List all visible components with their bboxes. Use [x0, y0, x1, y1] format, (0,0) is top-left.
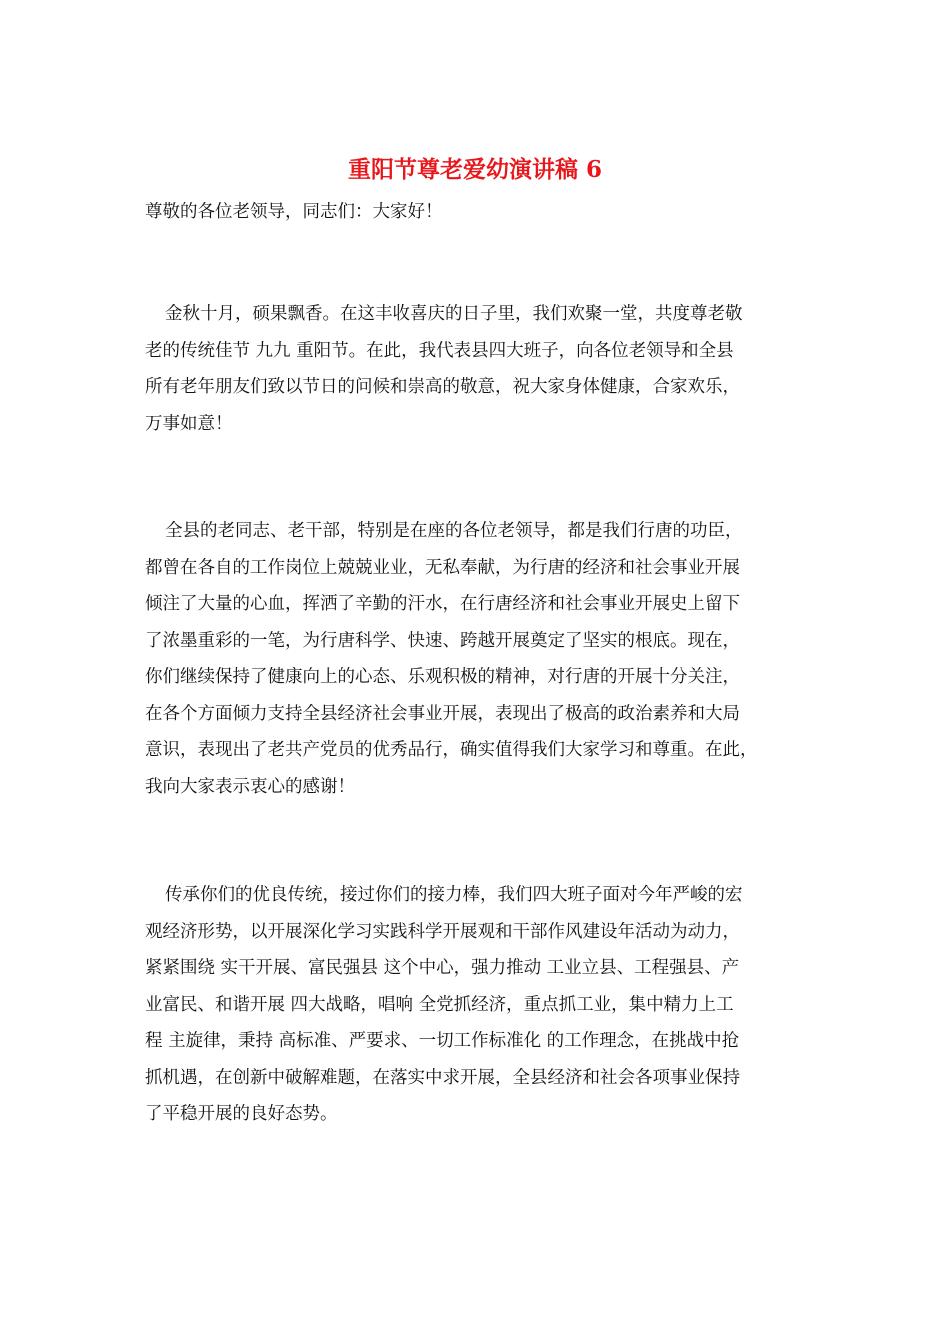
paragraph-line: 在各个方面倾力支持全县经济社会事业开展，表现出了极高的政治素养和大局 — [145, 703, 740, 724]
paragraph-line: 传承你们的优良传统，接过你们的接力棒，我们四大班子面对今年严峻的宏 — [165, 885, 743, 905]
paragraph-line: 抓机遇，在创新中破解难题，在落实中求开展，全县经济和社会各项事业保持 — [145, 1067, 740, 1088]
paragraph-line: 意识，表现出了老共产党员的优秀品行，确实值得我们大家学习和尊重。在此， — [145, 740, 758, 760]
paragraph-line: 业富民、和谐开展 四大战略，唱响 全党抓经济，重点抓工业，集中精力上工 — [145, 994, 734, 1015]
paragraph-line: 所有老年朋友们致以节日的问候和崇高的敬意，祝大家身体健康，合家欢乐， — [145, 377, 740, 397]
document-title: 重阳节尊老爱幼演讲稿 6 — [347, 156, 602, 183]
paragraph-1 — [145, 296, 815, 442]
paragraph-line: 万事如意！ — [145, 413, 233, 434]
paragraph-line: 老的传统佳节 九九 重阳节。在此，我代表县四大班子，向各位老领导和全县 — [145, 340, 734, 361]
paragraph-line: 了平稳开展的良好态势。 — [145, 1104, 338, 1124]
greeting-line: 尊敬的各位老领导，同志们：大家好！ — [145, 202, 443, 222]
paragraph-line: 观经济形势，以开展深化学习实践科学开展观和干部作风建设年活动为动力， — [145, 921, 740, 942]
paragraph-3 — [145, 877, 815, 1133]
paragraph-line: 金秋十月，硕果飘香。在这丰收喜庆的日子里，我们欢聚一堂，共度尊老敬 — [165, 304, 743, 324]
paragraph-line: 你们继续保持了健康向上的心态、乐观积极的精神，对行唐的开展十分关注， — [145, 667, 740, 687]
paragraph-line: 了浓墨重彩的一笔，为行唐科学、快速、跨越开展奠定了坚实的根底。现在， — [145, 630, 740, 651]
paragraph-line: 全县的老同志、老干部，特别是在座的各位老领导，都是我们行唐的功臣， — [165, 521, 743, 541]
paragraph-2 — [145, 513, 815, 805]
paragraph-line: 倾注了大量的心血，挥洒了辛勤的汗水，在行唐经济和社会事业开展史上留下 — [145, 594, 740, 614]
paragraph-line: 程 主旋律，秉持 高标准、严要求、一切工作标准化 的工作理念，在挑战中抢 — [145, 1031, 740, 1051]
paragraph-line: 紧紧围绕 实干开展、富民强县 这个中心，强力推动 工业立县、工程强县、产 — [145, 958, 740, 978]
paragraph-line: 都曾在各自的工作岗位上兢兢业业，无私奉献，为行唐的经济和社会事业开展 — [145, 557, 740, 578]
paragraph-line: 我向大家表示衷心的感谢！ — [145, 776, 355, 797]
